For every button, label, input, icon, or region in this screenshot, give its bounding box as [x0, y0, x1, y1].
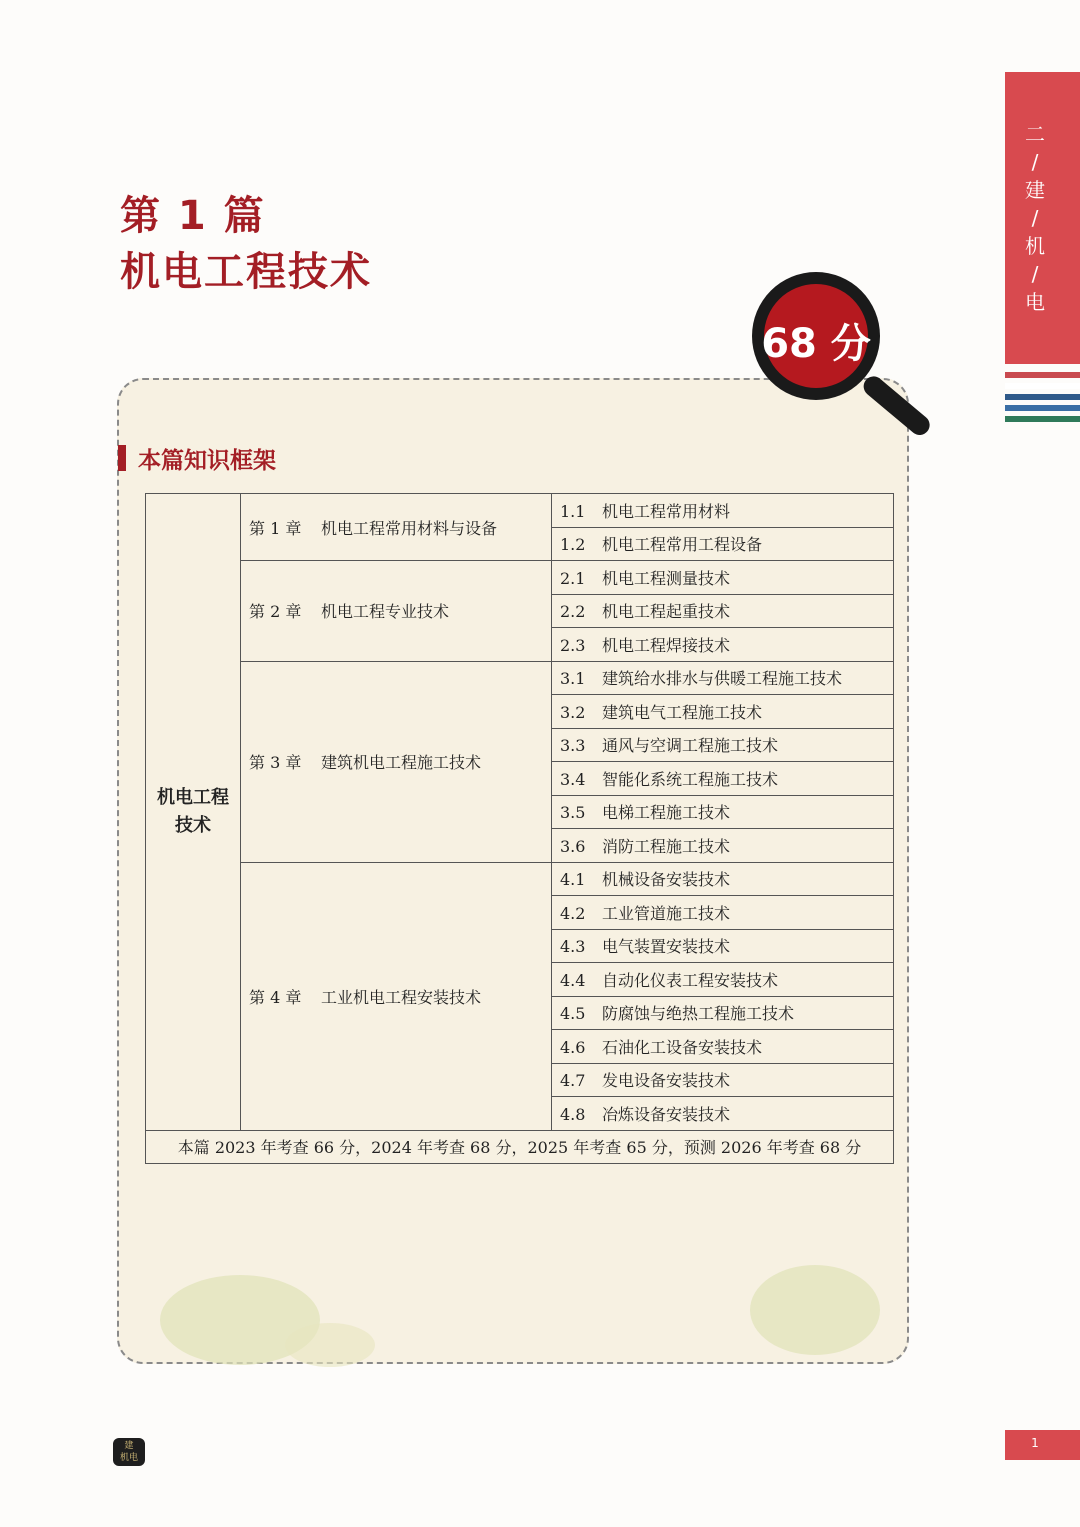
- chapter-title: 机电工程常用材料与设备: [321, 518, 498, 538]
- section-number: 1.2: [560, 535, 586, 555]
- section-number: 4.2: [560, 903, 586, 923]
- root-cell: [146, 494, 241, 1131]
- section-title: 智能化系统工程施工技术: [602, 769, 779, 789]
- chapter-title: 机电工程专业技术: [321, 602, 450, 622]
- publisher-logo: [113, 1438, 145, 1466]
- section-title: 发电设备安装技术: [602, 1071, 731, 1091]
- section-number: 1.1: [560, 501, 586, 521]
- section-title: 电气装置安装技术: [602, 937, 731, 957]
- side-tab-char: /: [1031, 262, 1039, 286]
- chapter-title: 工业机电工程安装技术: [321, 987, 482, 1007]
- table-row: [146, 494, 894, 528]
- logo-line: 建: [124, 1441, 134, 1451]
- section-cell: [552, 829, 894, 863]
- section-number: 3.5: [560, 803, 586, 823]
- section-cell: [552, 594, 894, 628]
- table-row: [146, 561, 894, 595]
- side-tab-text: [1022, 120, 1048, 316]
- section-number: 2.3: [560, 635, 586, 655]
- section-cell: [552, 1063, 894, 1097]
- leaf-decoration-icon: [740, 1250, 890, 1360]
- section-number: 4.7: [560, 1071, 586, 1091]
- section-cell: [552, 963, 894, 997]
- section-number: 2.1: [560, 568, 586, 588]
- section-cell: [552, 1030, 894, 1064]
- section-cell: [552, 862, 894, 896]
- section-number: 3.4: [560, 769, 586, 789]
- score-badge: 68 分: [761, 321, 871, 367]
- root-label: 机电工程技术: [157, 786, 229, 836]
- section-title: 通风与空调工程施工技术: [602, 736, 779, 756]
- table-row: [146, 862, 894, 896]
- exam-score-note: 本篇 2023 年考查 66 分，2024 年考查 68 分，2025 年考查 65 分，预测 2026 年考查 68 分: [146, 1130, 894, 1163]
- section-title: 工业管道施工技术: [602, 903, 731, 923]
- chapter-title: 建筑机电工程施工技术: [321, 753, 482, 772]
- section-cell: [552, 628, 894, 662]
- section-cell: [552, 561, 894, 595]
- section-number: 4.1: [560, 870, 586, 890]
- color-stripes: [1005, 372, 1080, 427]
- section-title: 机电工程焊接技术: [602, 635, 731, 655]
- section-cell: [552, 929, 894, 963]
- section-title: 机械设备安装技术: [602, 870, 731, 890]
- section-title: 机电工程常用材料: [602, 501, 731, 521]
- chapter-number: 第 2 章: [249, 602, 302, 622]
- part-number-title: 第 1 篇: [120, 193, 266, 239]
- section-cell: [552, 896, 894, 930]
- section-cell: [552, 527, 894, 561]
- side-tab-char: 二: [1025, 122, 1045, 146]
- section-cell: [552, 695, 894, 729]
- section-title: 石油化工设备安装技术: [602, 1037, 763, 1057]
- section-title: 建筑给水排水与供暖工程施工技术: [602, 669, 843, 689]
- chapter-number: 第 4 章: [249, 987, 302, 1007]
- section-title: 消防工程施工技术: [602, 836, 731, 856]
- chapter-cell: [241, 862, 552, 1130]
- color-stripe: [1005, 416, 1080, 422]
- chapter-cell: [241, 494, 552, 561]
- side-tab-char: /: [1031, 206, 1039, 230]
- chapter-cell: [241, 561, 552, 662]
- section-number: 2.2: [560, 602, 586, 622]
- side-tab-char: /: [1031, 150, 1039, 174]
- section-cell: [552, 728, 894, 762]
- side-tab-char: 机: [1025, 234, 1045, 258]
- side-tab-char: 建: [1025, 178, 1045, 202]
- section-cell: [552, 996, 894, 1030]
- section-number: 4.8: [560, 1104, 586, 1124]
- part-name-title: 机电工程技术: [120, 249, 372, 295]
- section-heading: [118, 444, 276, 472]
- section-number: 3.3: [560, 736, 586, 756]
- section-title: 建筑电气工程施工技术: [602, 702, 763, 722]
- chapter-number: 第 1 章: [249, 518, 302, 538]
- chapter-cell: [241, 661, 552, 862]
- side-tab-char: 电: [1025, 290, 1045, 314]
- section-number: 4.4: [560, 970, 586, 990]
- section-number: 3.2: [560, 702, 586, 722]
- table-row: [146, 661, 894, 695]
- section-title: 冶炼设备安装技术: [602, 1104, 731, 1124]
- section-cell: [552, 795, 894, 829]
- section-heading-text: 本篇知识框架: [138, 447, 276, 474]
- section-title: 电梯工程施工技术: [602, 803, 731, 823]
- section-number: 4.3: [560, 937, 586, 957]
- section-cell: [552, 762, 894, 796]
- color-stripe: [1005, 394, 1080, 400]
- leaf-decoration-icon: [150, 1250, 380, 1370]
- section-title: 机电工程起重技术: [602, 602, 731, 622]
- section-number: 3.1: [560, 669, 586, 689]
- page-number: 1: [1031, 1436, 1039, 1450]
- section-cell: [552, 1097, 894, 1131]
- color-stripe: [1005, 372, 1080, 378]
- section-number: 4.6: [560, 1037, 586, 1057]
- logo-line: 机电: [119, 1453, 138, 1463]
- section-title: 机电工程测量技术: [602, 568, 731, 588]
- chapter-number: 第 3 章: [249, 753, 302, 772]
- section-cell: [552, 494, 894, 528]
- framework-table: [145, 493, 894, 1164]
- color-stripe: [1005, 405, 1080, 411]
- section-title: 机电工程常用工程设备: [602, 535, 763, 555]
- heading-bar-icon: [118, 445, 126, 471]
- section-title: 自动化仪表工程安装技术: [602, 970, 779, 990]
- section-cell: [552, 661, 894, 695]
- section-number: 3.6: [560, 836, 586, 856]
- color-stripe: [1005, 383, 1080, 389]
- table-footer-row: [146, 1130, 894, 1163]
- section-number: 4.5: [560, 1004, 586, 1024]
- section-title: 防腐蚀与绝热工程施工技术: [602, 1004, 795, 1024]
